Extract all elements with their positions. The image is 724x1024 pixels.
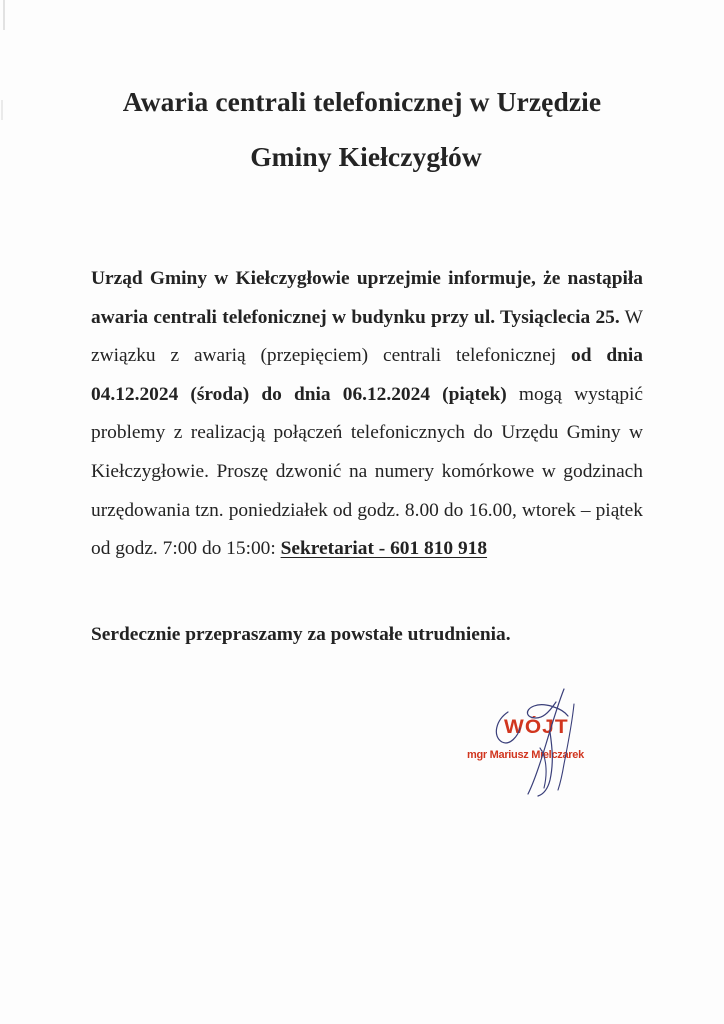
- document-title-line-2: Gminy Kiełczygłów: [250, 141, 482, 172]
- body-text-2: mogą wystąpić problemy z realizacją połączeń telefonicznych do Urzędu Gminy w Kiełczygłowie. Proszę dzwonić na numery komórkowe w godzinach urzędowania tzn. poniedziałek od godz. 8.00 do 16.00, wtorek – piątek od godz. 7:00 do 15:00:: [91, 383, 644, 560]
- document-title-line-1: Awaria centrali telefonicznej w Urzędzie: [122, 86, 602, 117]
- handwritten-signature: [464, 684, 614, 804]
- body-bold-intro: Urząd Gminy w Kiełczygłowie uprzejmie informuje, że nastąpiła awaria centrali telefonicznej w budynku przy ul. Tysiąclecia 25.: [91, 268, 643, 328]
- contact-phone: Sekretariat - 601 810 918: [280, 538, 488, 560]
- announcement-body: [91, 260, 643, 569]
- stamp-name: mgr Mariusz Mielczarek: [467, 749, 584, 761]
- official-stamp: [464, 684, 614, 804]
- closing-apology: Serdecznie przepraszamy za powstałe utrudnienia.: [91, 624, 511, 645]
- body-text-1: W związku z awarią (przepięciem) centrali telefonicznej: [91, 306, 643, 367]
- body-bold-dates: od dnia 04.12.2024 (środa) do dnia 06.12.2024 (piątek): [91, 345, 643, 405]
- stamp-title: WÓJT: [504, 717, 569, 738]
